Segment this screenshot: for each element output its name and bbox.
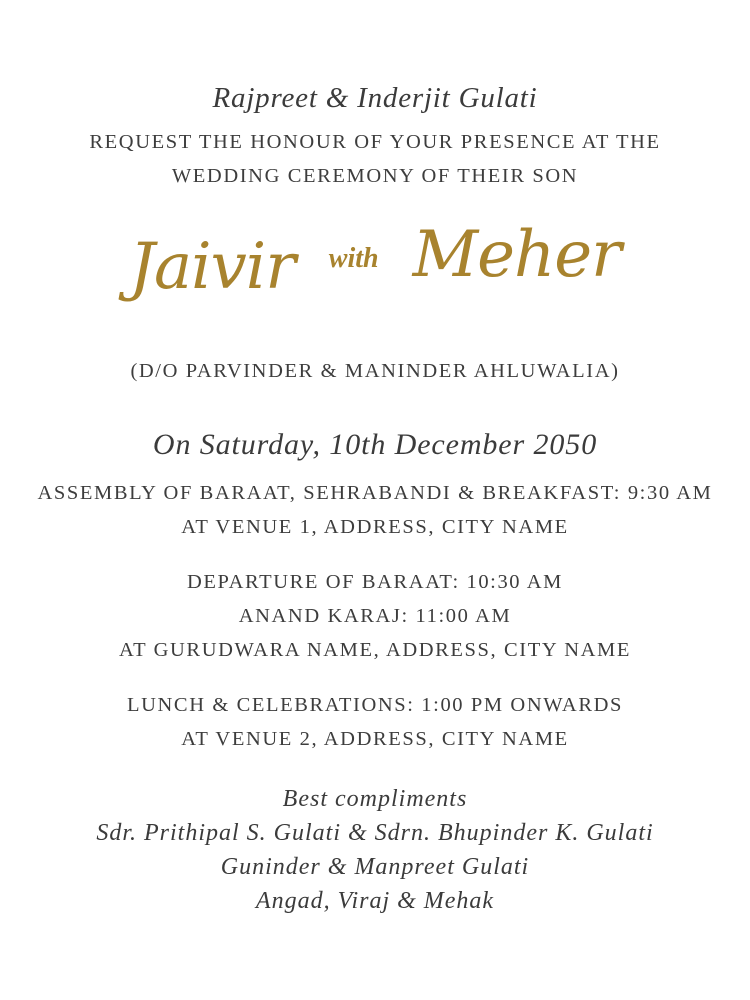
bride-parents: (D/O PARVINDER & MANINDER AHLUWALIA): [130, 360, 620, 382]
request-line-2: WEDDING CEREMONY OF THEIR SON: [171, 165, 579, 187]
couple-names: [0, 218, 750, 332]
connector-word: with: [328, 243, 379, 274]
hosts-names: Rajpreet & Inderjit Gulati: [212, 82, 538, 114]
assembly-line-1: ASSEMBLY OF BARAAT, SEHRABANDI & BREAKFAST: 9:30 AM: [37, 482, 713, 504]
ceremony-line-2: ANAND KARAJ: 11:00 AM: [238, 605, 512, 627]
compliments-title: Best compliments: [282, 786, 468, 812]
compliments-line-2: Guninder & Manpreet Gulati: [220, 854, 530, 880]
bride-name: Meher: [412, 218, 621, 292]
request-line-1: REQUEST THE HONOUR OF YOUR PRESENCE AT THE: [89, 131, 661, 153]
ceremony-line-1: DEPARTURE OF BARAAT: 10:30 AM: [186, 571, 563, 593]
wedding-date: On Saturday, 10th December 2050: [152, 428, 598, 461]
ceremony-line-3: AT GURUDWARA NAME, ADDRESS, CITY NAME: [119, 639, 631, 661]
lunch-line-2: AT VENUE 2, ADDRESS, CITY NAME: [181, 728, 569, 750]
compliments-line-1: Sdr. Prithipal S. Gulati & Sdrn. Bhupinder K. Gulati: [96, 820, 654, 846]
lunch-line-1: LUNCH & CELEBRATIONS: 1:00 PM ONWARDS: [127, 694, 623, 716]
groom-name: Jaivir: [129, 230, 295, 304]
assembly-line-2: AT VENUE 1, ADDRESS, CITY NAME: [181, 516, 569, 538]
compliments-line-3: Angad, Viraj & Mehak: [255, 888, 495, 914]
